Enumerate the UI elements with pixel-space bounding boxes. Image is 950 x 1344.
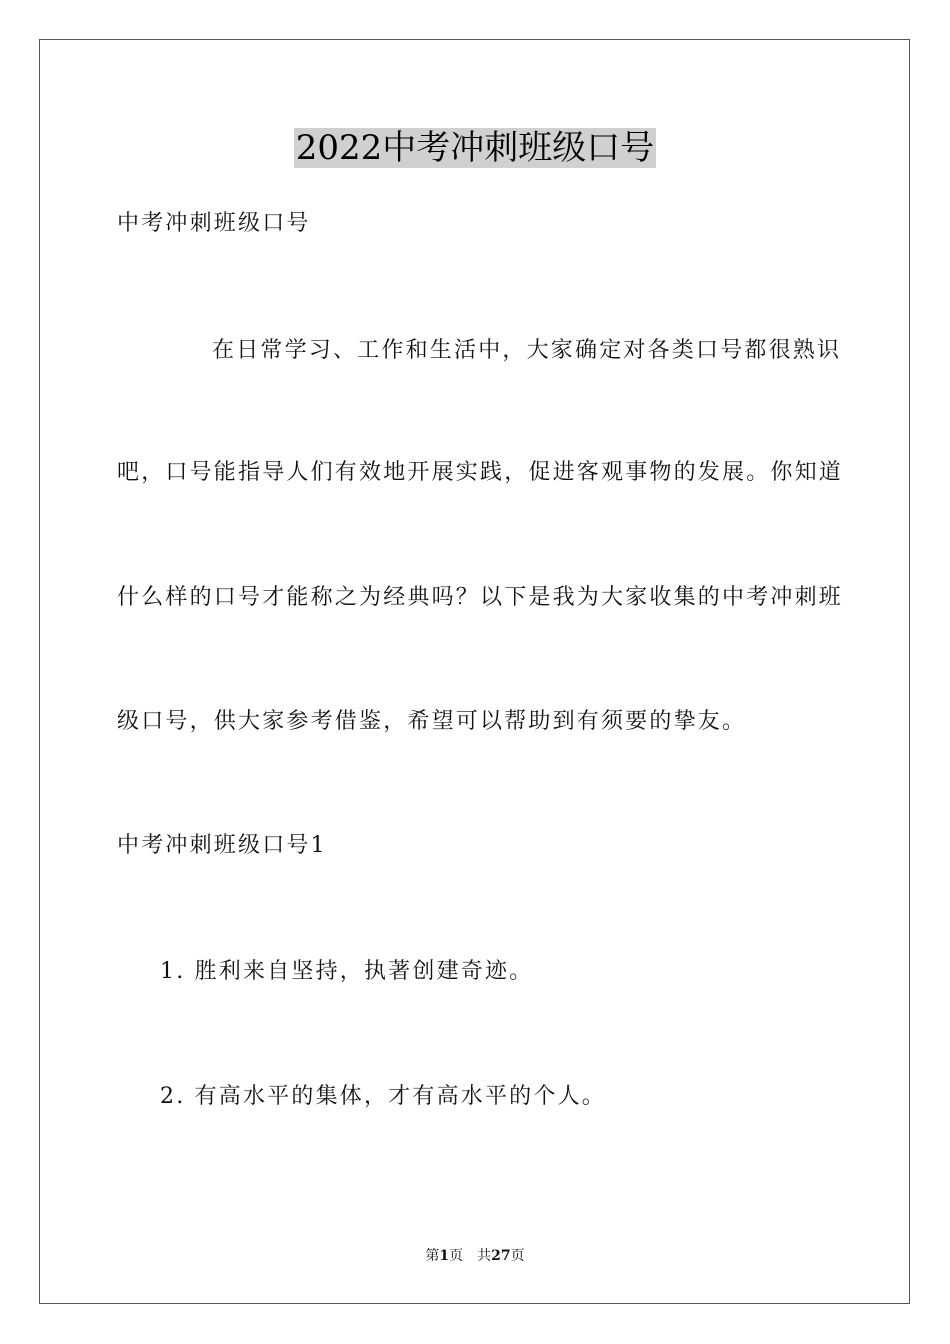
- document-subtitle: 中考冲刺班级口号: [117, 211, 311, 236]
- footer-page-prefix: 第: [425, 1248, 440, 1264]
- intro-line-2: 吧，口号能指导人们有效地开展实践，促进客观事物的发展。你知道: [117, 460, 844, 485]
- list-item: 1. 胜利来自坚持，执著创建奇迹。: [160, 959, 534, 984]
- footer-total-pages: 27: [491, 1248, 511, 1264]
- footer-total-suffix: 页: [510, 1248, 525, 1264]
- title-container: [0, 128, 950, 168]
- footer-page-suffix: 页: [449, 1248, 464, 1264]
- footer-total-prefix: 共: [477, 1248, 492, 1264]
- footer-page-number: 1: [439, 1248, 450, 1264]
- list-item: 2. 有高水平的集体，才有高水平的个人。: [160, 1084, 606, 1109]
- page-footer: [0, 1247, 950, 1265]
- intro-line-3: 什么样的口号才能称之为经典吗？以下是我为大家收集的中考冲刺班: [117, 585, 844, 610]
- intro-line-1: 在日常学习、工作和生活中，大家确定对各类口号都很熟识: [212, 338, 842, 363]
- section-heading: 中考冲刺班级口号1: [117, 833, 327, 858]
- intro-line-4: 级口号，供大家参考借鉴，希望可以帮助到有须要的挚友。: [117, 709, 747, 734]
- document-title: 2022中考冲刺班级口号: [295, 128, 655, 168]
